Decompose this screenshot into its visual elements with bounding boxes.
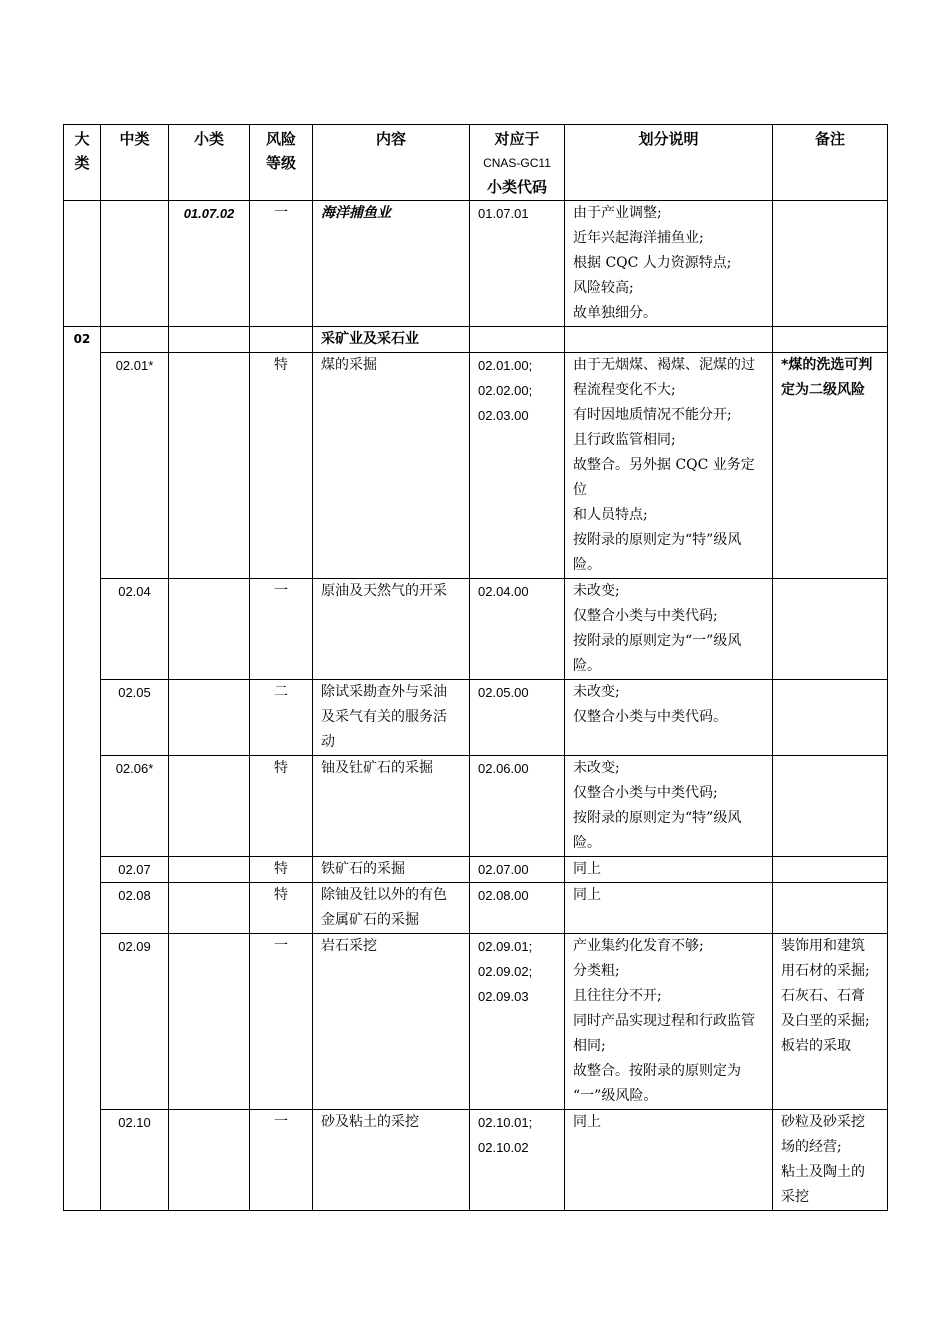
content-text: 海洋捕鱼业 xyxy=(321,205,391,221)
cnas-code-cell xyxy=(470,883,565,934)
remark-line: 用石材的采掘; xyxy=(781,963,870,979)
header-code-mid: CNAS-GC11 xyxy=(483,156,551,170)
remark-cell xyxy=(773,327,888,353)
explain-line: 险。 xyxy=(573,557,601,573)
remark-line: 粘土及陶土的 xyxy=(781,1164,865,1180)
header-content: 内容 xyxy=(313,125,470,201)
remark-cell xyxy=(773,1110,888,1211)
remark-cell xyxy=(773,353,888,579)
minor-code-cell xyxy=(169,857,250,883)
cnas-code-cell xyxy=(470,201,565,327)
explain-cell xyxy=(565,353,773,579)
cnas-code-cell xyxy=(470,1110,565,1211)
cnas-code-cell xyxy=(470,857,565,883)
header-risk: 风险等级 xyxy=(250,125,313,201)
risk-level-cell: 二 xyxy=(250,680,313,756)
classification-table xyxy=(63,124,888,1211)
major-code-cell xyxy=(64,201,101,327)
risk-level-cell xyxy=(250,327,313,353)
content-cell xyxy=(313,680,470,756)
cnas-code: 02.02.00; xyxy=(478,383,533,398)
content-cell xyxy=(313,201,470,327)
header-explain: 划分说明 xyxy=(565,125,773,201)
content-line: 除试采勘查外与采油 xyxy=(321,684,447,700)
remark-cell xyxy=(773,934,888,1110)
explain-cell xyxy=(565,680,773,756)
explain-line: 同时产品实现过程和行政监管 xyxy=(573,1013,755,1029)
table-row xyxy=(64,327,888,353)
content-line: 及采气有关的服务活 xyxy=(321,709,447,725)
header-mid: 中类 xyxy=(101,125,169,201)
content-text: 砂及粘土的采挖 xyxy=(321,1114,419,1130)
risk-level-cell: 一 xyxy=(250,579,313,680)
explain-line: 未改变; xyxy=(573,684,620,700)
explain-line: 且往往分不开; xyxy=(573,988,662,1004)
cnas-code: 02.08.00 xyxy=(478,888,529,903)
remark-line: *煤的洗选可判 xyxy=(781,357,873,373)
mid-code-cell: 02.06* xyxy=(101,756,169,857)
cnas-code: 01.07.01 xyxy=(478,206,529,221)
header-code-bottom: 小类代码 xyxy=(486,178,547,196)
explain-line: 且行政监管相同; xyxy=(573,432,676,448)
explain-line: 故整合。按附录的原则定为 xyxy=(573,1063,741,1079)
content-text: 岩石采挖 xyxy=(321,938,377,954)
remark-line: 石灰石、石膏 xyxy=(781,988,865,1004)
mid-code-cell: 02.07 xyxy=(101,857,169,883)
mid-code-cell: 02.08 xyxy=(101,883,169,934)
risk-level-cell: 特 xyxy=(250,883,313,934)
explain-line: 由于产业调整; xyxy=(573,205,662,221)
content-cell xyxy=(313,353,470,579)
explain-line: 和人员特点; xyxy=(573,507,648,523)
explain-line: 由于无烟煤、褐煤、泥煤的过 xyxy=(573,357,755,373)
cnas-code-cell xyxy=(470,327,565,353)
content-cell xyxy=(313,327,470,353)
remark-cell xyxy=(773,201,888,327)
explain-cell xyxy=(565,327,773,353)
remark-line: 板岩的采取 xyxy=(781,1038,851,1054)
mid-code-cell: 02.10 xyxy=(101,1110,169,1211)
minor-code-cell xyxy=(169,934,250,1110)
content-cell xyxy=(313,1110,470,1211)
header-code xyxy=(470,125,565,201)
remark-cell xyxy=(773,680,888,756)
table-row xyxy=(64,680,888,756)
mid-code-cell: 02.05 xyxy=(101,680,169,756)
minor-code-cell xyxy=(169,579,250,680)
content-text: 煤的采掘 xyxy=(321,357,377,373)
explain-cell xyxy=(565,201,773,327)
explain-line: 按附录的原则定为“一”级风 xyxy=(573,633,742,649)
cnas-code-cell xyxy=(470,934,565,1110)
explain-line: 有时因地质情况不能分开; xyxy=(573,407,732,423)
header-minor: 小类 xyxy=(169,125,250,201)
content-text: 铀及钍矿石的采掘 xyxy=(321,760,433,776)
cnas-code: 02.01.00; xyxy=(478,358,533,373)
content-cell xyxy=(313,756,470,857)
risk-level-cell: 特 xyxy=(250,756,313,857)
explain-line: 相同; xyxy=(573,1038,606,1054)
explain-line: 未改变; xyxy=(573,760,620,776)
explain-cell xyxy=(565,1110,773,1211)
content-cell xyxy=(313,857,470,883)
cnas-code: 02.06.00 xyxy=(478,761,529,776)
table-row xyxy=(64,857,888,883)
content-line: 动 xyxy=(321,734,335,750)
explain-cell xyxy=(565,934,773,1110)
remark-line: 定为二级风险 xyxy=(781,382,865,398)
cnas-code-cell xyxy=(470,756,565,857)
cnas-code: 02.09.01; xyxy=(478,939,533,954)
remark-line: 采挖 xyxy=(781,1189,809,1205)
explain-line: 按附录的原则定为“特”级风 xyxy=(573,810,742,826)
mid-code-cell xyxy=(101,201,169,327)
content-cell xyxy=(313,934,470,1110)
explain-cell xyxy=(565,756,773,857)
content-text: 采矿业及采石业 xyxy=(321,331,419,347)
cnas-code: 02.04.00 xyxy=(478,584,529,599)
explain-line: 分类粗; xyxy=(573,963,620,979)
header-code-top: 对应于 xyxy=(494,130,540,148)
mid-code-cell: 02.01* xyxy=(101,353,169,579)
explain-line: 同上 xyxy=(573,1114,601,1130)
header-major: 大类 xyxy=(64,125,101,201)
cnas-code: 02.09.02; xyxy=(478,964,533,979)
explain-line: 根据 CQC 人力资源特点; xyxy=(573,255,732,271)
explain-line: 按附录的原则定为“特”级风 xyxy=(573,532,742,548)
content-line: 除铀及钍以外的有色 xyxy=(321,887,447,903)
content-text: 原油及天然气的开采 xyxy=(321,583,447,599)
table-row xyxy=(64,934,888,1110)
explain-line: 险。 xyxy=(573,835,601,851)
explain-line: 产业集约化发育不够; xyxy=(573,938,704,954)
explain-line: 仅整合小类与中类代码; xyxy=(573,608,718,624)
header-row xyxy=(64,125,888,201)
explain-line: 同上 xyxy=(573,887,601,903)
explain-line: 同上 xyxy=(573,861,601,877)
explain-cell xyxy=(565,579,773,680)
mid-code-cell: 02.09 xyxy=(101,934,169,1110)
explain-cell xyxy=(565,883,773,934)
explain-line: 仅整合小类与中类代码; xyxy=(573,785,718,801)
cnas-code-cell xyxy=(470,680,565,756)
minor-code-cell: 01.07.02 xyxy=(169,201,250,327)
content-cell xyxy=(313,579,470,680)
remark-line: 场的经营; xyxy=(781,1139,842,1155)
content-text: 铁矿石的采掘 xyxy=(321,861,405,877)
remark-cell xyxy=(773,756,888,857)
remark-line: 装饰用和建筑 xyxy=(781,938,865,954)
explain-cell xyxy=(565,857,773,883)
content-cell xyxy=(313,883,470,934)
remark-cell xyxy=(773,857,888,883)
cnas-code: 02.07.00 xyxy=(478,862,529,877)
risk-level-cell: 特 xyxy=(250,857,313,883)
minor-code-cell xyxy=(169,1110,250,1211)
minor-code-cell xyxy=(169,680,250,756)
risk-level-cell: 一 xyxy=(250,934,313,1110)
table-row xyxy=(64,756,888,857)
explain-line: 仅整合小类与中类代码。 xyxy=(573,709,727,725)
table-row xyxy=(64,1110,888,1211)
cnas-code: 02.05.00 xyxy=(478,685,529,700)
mid-code-cell: 02.04 xyxy=(101,579,169,680)
minor-code-cell xyxy=(169,756,250,857)
cnas-code: 02.10.01; xyxy=(478,1115,533,1130)
remark-cell xyxy=(773,883,888,934)
content-line: 金属矿石的采掘 xyxy=(321,912,419,928)
cnas-code: 02.09.03 xyxy=(478,989,529,1004)
risk-level-cell: 一 xyxy=(250,1110,313,1211)
remark-cell xyxy=(773,579,888,680)
table-row xyxy=(64,353,888,579)
remark-line: 及白垩的采掘; xyxy=(781,1013,870,1029)
explain-line: 未改变; xyxy=(573,583,620,599)
minor-code-cell xyxy=(169,353,250,579)
header-remark: 备注 xyxy=(773,125,888,201)
table-row xyxy=(64,201,888,327)
explain-line: “一”级风险。 xyxy=(573,1088,658,1104)
explain-line: 近年兴起海洋捕鱼业; xyxy=(573,230,704,246)
cnas-code-cell xyxy=(470,579,565,680)
cnas-code: 02.03.00 xyxy=(478,408,529,423)
table-row xyxy=(64,579,888,680)
risk-level-cell: 特 xyxy=(250,353,313,579)
explain-line: 故整合。另外据 CQC 业务定位 xyxy=(573,457,755,498)
explain-line: 风险较高; xyxy=(573,280,634,296)
explain-line: 程流程变化不大; xyxy=(573,382,676,398)
explain-line: 故单独细分。 xyxy=(573,305,657,321)
minor-code-cell xyxy=(169,883,250,934)
table-row xyxy=(64,883,888,934)
mid-code-cell xyxy=(101,327,169,353)
risk-level-cell: 一 xyxy=(250,201,313,327)
explain-line: 险。 xyxy=(573,658,601,674)
cnas-code: 02.10.02 xyxy=(478,1140,529,1155)
major-code-cell: 02 xyxy=(64,327,101,1211)
cnas-code-cell xyxy=(470,353,565,579)
minor-code-cell xyxy=(169,327,250,353)
remark-line: 砂粒及砂采挖 xyxy=(781,1114,865,1130)
